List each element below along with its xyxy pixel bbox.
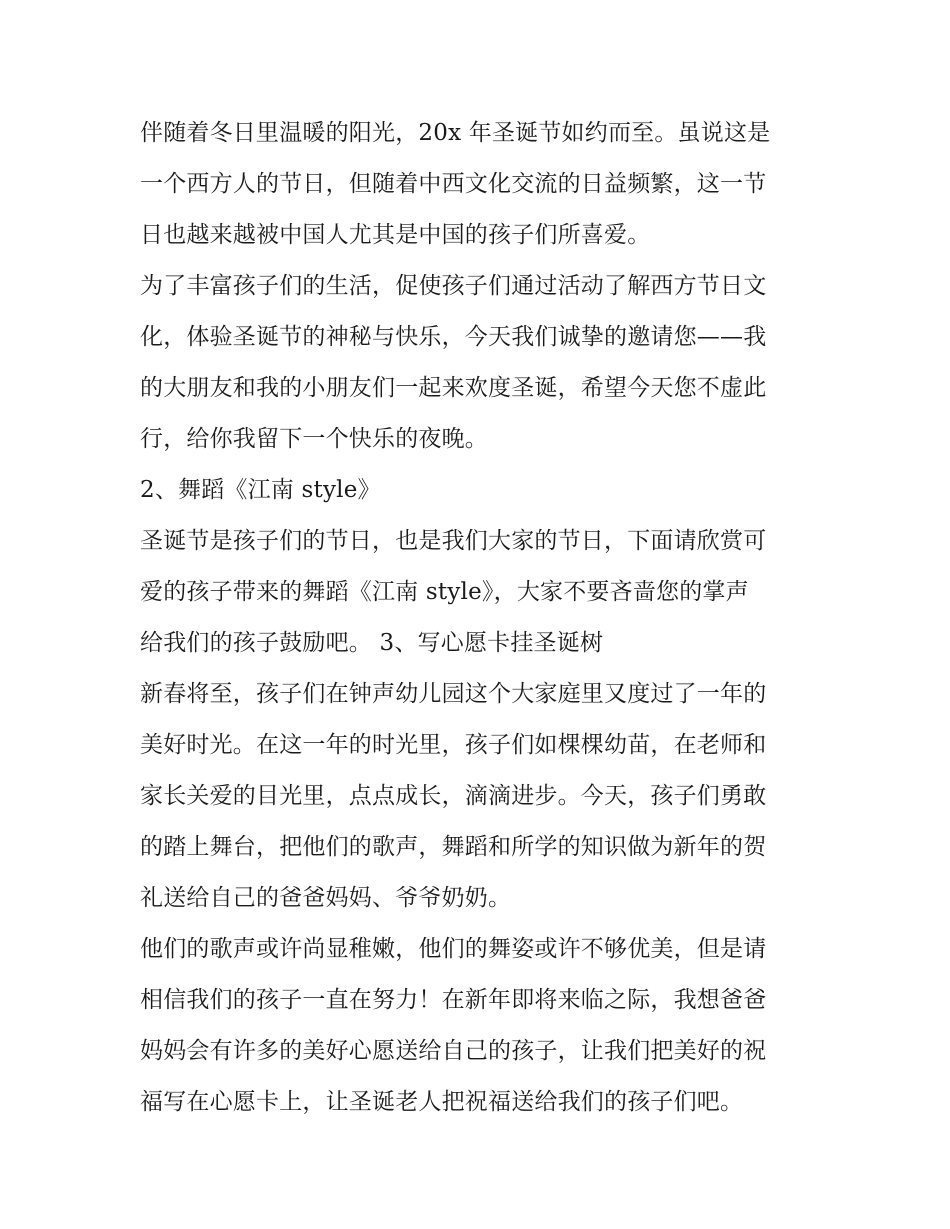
text-line: 日也越来越被中国人尤其是中国的孩子们所喜爱。 (140, 222, 651, 248)
text-line: 化，体验圣诞节的神秘与快乐，今天我们诚挚的邀请您——我 (140, 324, 767, 350)
text-line: 家长关爱的目光里，点点成长，滴滴进步。今天，孩子们勇敢 (140, 783, 767, 809)
text-line: 礼送给自己的爸爸妈妈、爷爷奶奶。 (140, 885, 512, 911)
text-line: 美好时光。在这一年的时光里，孩子们如棵棵幼苗，在老师和 (140, 732, 767, 758)
text-line: 福写在心愿卡上，让圣诞老人把祝福送给我们的孩子们吧。 (140, 1089, 744, 1115)
text-line: 为了丰富孩子们的生活，促使孩子们通过活动了解西方节日文 (140, 273, 767, 299)
text-line: 一个西方人的节日，但随着中西文化交流的日益频繁，这一节 (140, 171, 767, 197)
text-line: 爱的孩子带来的舞蹈《江南 style》，大家不要吝啬您的掌声 (140, 579, 749, 605)
text-line: 他们的歌声或许尚显稚嫩，他们的舞姿或许不够优美，但是请 (140, 936, 767, 962)
text-line: 圣诞节是孩子们的节日，也是我们大家的节日，下面请欣赏可 (140, 528, 767, 554)
text-line: 的踏上舞台，把他们的歌声，舞蹈和所学的知识做为新年的贺 (140, 834, 767, 860)
body-text (140, 108, 820, 1128)
text-line: 行，给你我留下一个快乐的夜晚。 (140, 426, 488, 452)
text-line: 伴随着冬日里温暖的阳光，20x 年圣诞节如约而至。虽说这是 (140, 120, 771, 146)
section-heading: 2、舞蹈《江南 style》 (140, 477, 381, 503)
text-line: 妈妈会有许多的美好心愿送给自己的孩子，让我们把美好的祝 (140, 1038, 767, 1064)
text-line: 相信我们的孩子一直在努力！在新年即将来临之际，我想爸爸 (140, 987, 767, 1013)
text-line: 给我们的孩子鼓励吧。 3、写心愿卡挂圣诞树 (140, 630, 604, 656)
text-line: 的大朋友和我的小朋友们一起来欢度圣诞，希望今天您不虚此 (140, 375, 767, 401)
text-line: 新春将至，孩子们在钟声幼儿园这个大家庭里又度过了一年的 (140, 681, 767, 707)
